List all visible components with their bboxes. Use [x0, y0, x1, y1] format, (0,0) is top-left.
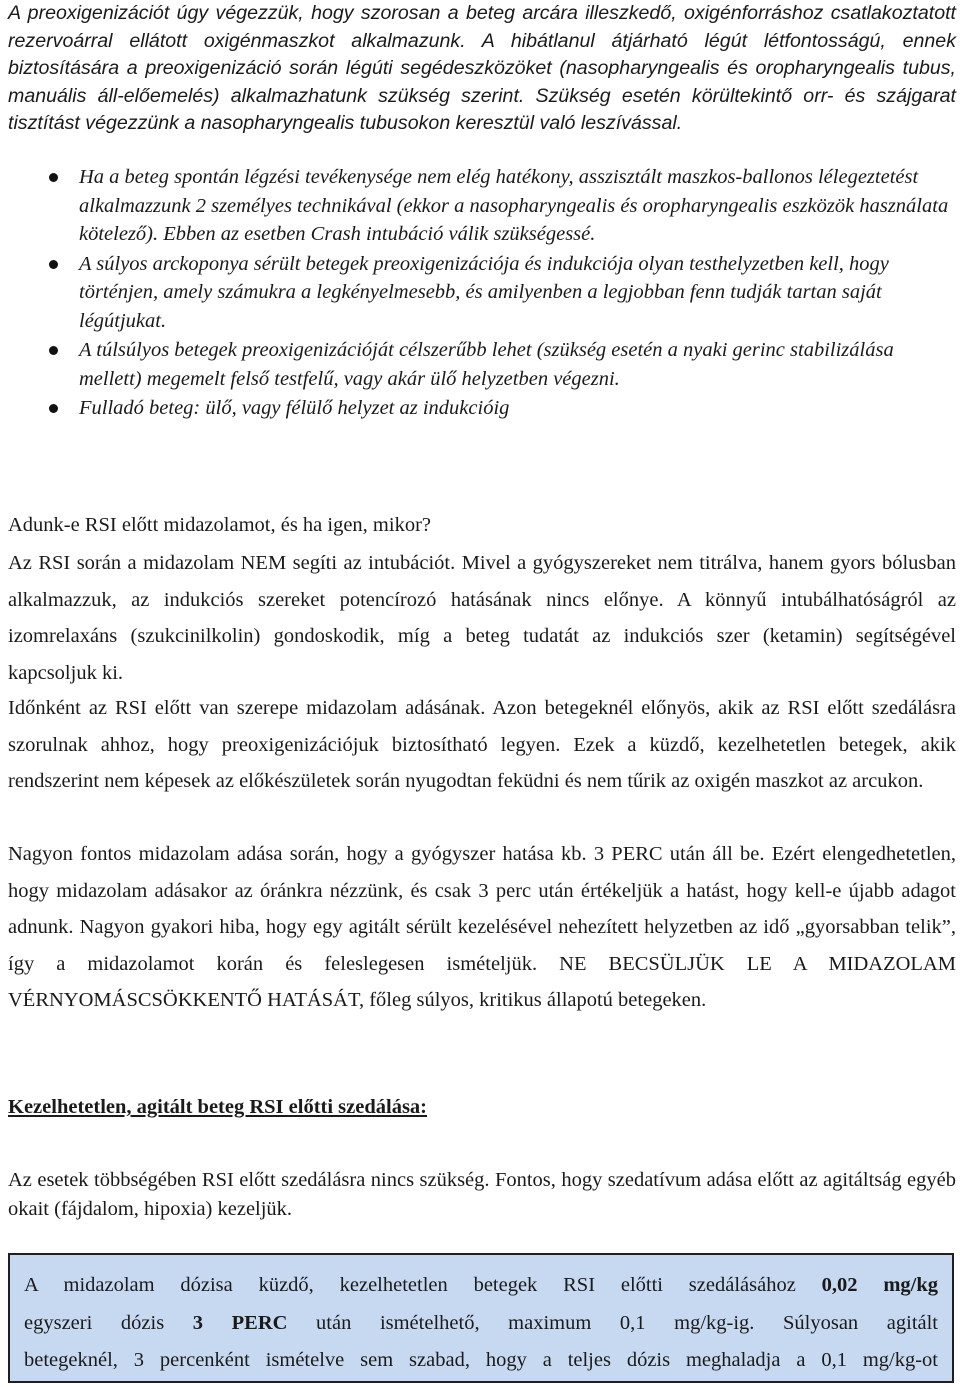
answer-paragraph-3: Nagyon fontos midazolam adása során, hogy a gyógyszer hatása kb. 3 PERC után áll be. Ezért elengedhetetlen, hogy midazolam adásakor az óránkra nézzünk, és csak 3 perc után értékeljük a hatást, hogy kell-e újabb adagot adnunk. Nagyon gyakori hiba, hogy egy agitált sérült kezelésével nehezített helyzetben az idő „gyorsabban telik”, így a midazolamot korán és feleslegesen ismételjük. NE BECSÜLJÜK LE A MIDAZOLAM VÉRNYOMÁSCSÖKKENTŐ HATÁSÁT, főleg súlyos, kritikus állapotú betegeken.: [8, 843, 956, 1011]
list-item: [8, 163, 956, 249]
intro-paragraph: A preoxigenizációt úgy végezzük, hogy szorosan a beteg arcára illeszkedő, oxigénforráshoz csatlakoztatott rezervoárral ellátott oxigénmaszkot alkalmazunk. A hibátlanul átjárható légút létfontosságú, ennek biztosítására a preoxigenizáció során légúti segédeszközöket (nasopharyngealis és oropharyngealis tubus, manuális áll-előemelés) alkalmazhatunk szükség szerint. Szükség esetén körültekintő orr- és szájgarat tisztítást végezzünk a nasopharyngealis tubusokon keresztül való leszívással.: [8, 2, 956, 134]
bullet-icon: [49, 346, 58, 355]
list-item: [8, 250, 956, 336]
dosage-line-1-text: A midazolam dózisa küzdő, kezelhetetlen betegek RSI előtti szedálásához: [24, 1274, 796, 1296]
dosage-box: [8, 1253, 954, 1383]
bullet-list: [8, 163, 956, 423]
question-line: Adunk-e RSI előtt midazolamot, és ha igen, mikor?: [8, 514, 432, 536]
section-paragraph: Az esetek többségében RSI előtt szedálásra nincs szükség. Fontos, hogy szedatívum adása előtt az agitáltság egyéb okait (fájdalom, hipoxia) kezeljük.: [8, 1169, 956, 1220]
bullet-icon: [49, 173, 58, 182]
section-heading: Kezelhetetlen, agitált beteg RSI előtti szedálása:: [8, 1096, 428, 1118]
bullet-text: Ha a beteg spontán légzési tevékenysége nem elég hatékony, asszisztált maszkos-ballonos lélegeztetést alkalmazzunk 2 személyes technikával (ekkor a nasopharyngealis és oropharyngealis eszközök használata kötelező). Ebben az esetben Crash intubáció válik szükségessé.: [79, 166, 949, 245]
dosage-line-3: betegeknél, 3 percenként ismételve sem szabad, hogy a teljes dózis meghaladja a 0,1 mg/kg-ot: [24, 1349, 938, 1371]
dosage-line-2: [24, 1305, 938, 1343]
bullet-text: Fulladó beteg: ülő, vagy félülő helyzet az indukcióig: [79, 397, 510, 419]
answer-paragraph-1: Az RSI során a midazolam NEM segíti az intubációt. Mivel a gyógyszereket nem titrálva, hanem gyors bólusban alkalmazzuk, az indukciós szereket potencírozó hatásának nincs előnye. A könnyű intubálhatóságról az izomrelaxáns (szukcinilkolin) gondoskodik, míg a beteg tudatát az indukciós szer (ketamin) segítségével kapcsoljuk ki.: [8, 552, 956, 684]
dosage-line-2-post: után ismételhető, maximum 0,1 mg/kg-ig. Súlyosan agitált: [316, 1311, 939, 1334]
bullet-text: A túlsúlyos betegek preoxigenizációját célszerűbb lehet (szükség esetén a nyaki gerinc stabilizálása mellett) megemelt felső testfelű, vagy akár ülő helyzetben végezni.: [79, 339, 894, 390]
list-item: [8, 336, 956, 393]
list-item: [8, 394, 956, 423]
dosage-line-1: [24, 1267, 938, 1305]
dose-value: 0,02 mg/kg: [821, 1274, 938, 1296]
answer-paragraph-2: Időnként az RSI előtt van szerepe midazolam adásának. Azon betegeknél előnyös, akik az RSI előtt szedálásra szorulnak ahhoz, hogy preoxigenizációjuk biztosítható legyen. Ezek a küzdő, kezelhetetlen betegek, akik rendszerint nem képesek az előkészületek során nyugodtan feküdni és nem tűrik az oxigén maszkot az arcukon.: [8, 697, 956, 792]
dosage-line-2-pre: egyszeri dózis: [24, 1311, 165, 1334]
bullet-icon: [49, 260, 58, 269]
bullet-icon: [49, 404, 58, 413]
dose-interval: 3 PERC: [192, 1311, 288, 1334]
bullet-text: A súlyos arckoponya sérült betegek preoxigenizációja és indukciója olyan testhelyzetben kell, hogy történjen, amely számukra a legkényelmesebb, és amilyenben a legjobban fenn tudják tartan saját légútjukat.: [79, 252, 889, 332]
